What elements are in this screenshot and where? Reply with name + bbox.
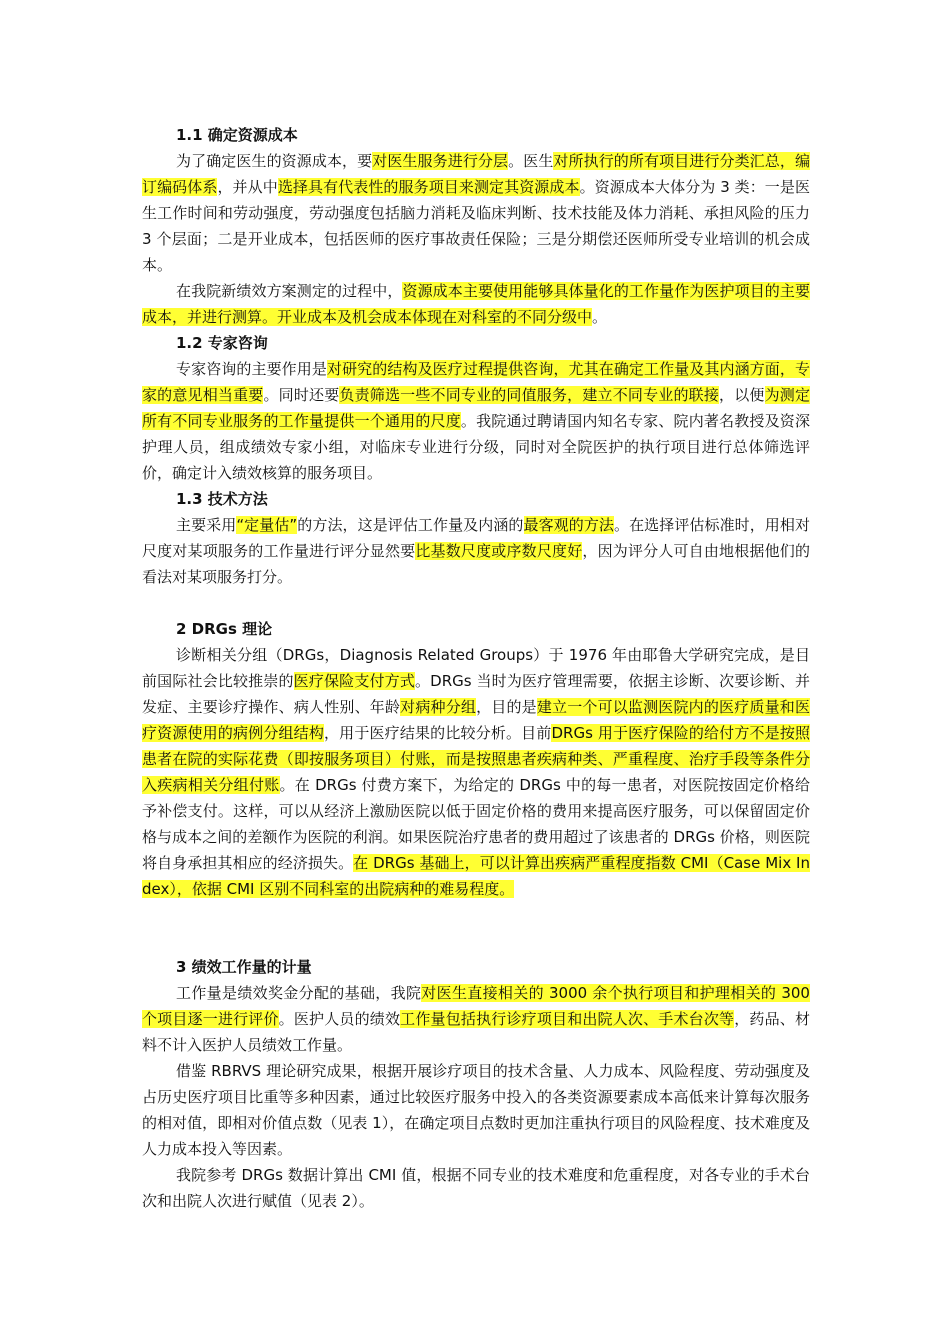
section-heading: 1.3 技术方法 [176, 490, 268, 508]
highlighted-text: 对所执行的所有项目进行分类汇总，编订编码体系 [142, 152, 810, 196]
section-heading: 3 绩效工作量的计量 [176, 958, 312, 976]
text-run: 诊断相关分组（DRGs，Diagnosis Related Groups）于 1976 年由耶鲁大学研究完成，是目前国际社会比较推崇的 [142, 646, 810, 690]
highlighted-text: 对医生直接相关的 3000 余个执行项目和护理相关的 300 个项目逐一进行评价 [142, 984, 810, 1028]
spacer [142, 590, 810, 616]
text-run: 。医护人员的绩效 [278, 1010, 401, 1028]
highlighted-text: 在 DRGs 基础上，可以计算出疾病严重程度指数 CMI（Case Mix Index），依据 CMI 区别不同科室的出院病种的难易程度。 [142, 854, 810, 898]
text-run: 。DRGs 当时为医疗管理需要，依据主诊断、次要诊断、并发症、主要诊疗操作、病人性别、年龄 [142, 672, 810, 716]
section-2 [142, 616, 810, 902]
paragraph [142, 356, 810, 486]
highlighted-text: 负责筛选一些不同专业的同值服务，建立不同专业的联接 [339, 386, 720, 404]
highlighted-text: 工作量包括执行诊疗项目和出院人次、手术台次等 [400, 1010, 735, 1028]
highlighted-text: 对研究的结构及医疗过程提供咨询，尤其在确定工作量及其内涵方面，专家的意见相当重要 [142, 360, 810, 404]
section-heading: 2 DRGs 理论 [176, 620, 273, 638]
paragraph [142, 512, 810, 590]
section-1-3 [142, 486, 810, 590]
text-run: 。我院通过聘请国内知名专家、院内著名教授及资深护理人员，组成绩效专家小组，对临床专业进行分级，同时对全院医护的执行项目进行总体筛选评价，确定计入绩效核算的服务项目。 [142, 412, 810, 482]
paragraph [142, 642, 810, 902]
text-run: ，因为评分人可自由地根据他们的看法对某项服务打分。 [142, 542, 810, 586]
text-run: 。在选择评估标准时，用相对尺度对某项服务的工作量进行评分显然要 [142, 516, 810, 560]
paragraph [142, 148, 810, 278]
text-run: 。在 DRGs 付费方案下，为给定的 DRGs 中的每一患者，对医院按固定价格给予补偿支付。这样，可以从经济上激励医院以低于固定价格的费用来提高医疗服务，可以保留固定价格与成本之间的差额作为医院的利润。如果医院治疗患者的费用超过了该患者的 DRGs 价格，则医院将自身承担其相应的经济损失。 [142, 776, 810, 872]
text-run: 的方法，这是评估工作量及内涵的 [297, 516, 524, 534]
spacer [142, 902, 810, 954]
text-run: ，目的是 [476, 698, 537, 716]
text-run: 借鉴 RBRVS 理论研究成果，根据开展诊疗项目的技术含量、人力成本、风险程度、劳动强度及占历史医疗项目比重等多种因素，通过比较医疗服务中投入的各类资源要素成本高低来计算每次服务的相对值，即相对价值点数（见表 1），在确定项目点数时更加注重执行项目的风险程度、技术难度及人力成本投入等因素。 [142, 1062, 810, 1158]
text-run: 为了确定医生的资源成本，要 [176, 152, 373, 170]
highlighted-text: 比基数尺度或序数尺度好 [415, 542, 583, 560]
section-heading: 1.1 确定资源成本 [176, 126, 298, 144]
highlighted-text: DRGs 用于医疗保险的给付方不是按照患者在院的实际花费（即按服务项目）付账，而是按照患者疾病种类、严重程度、治疗手段等条件分入疾病相关分组付账 [142, 724, 810, 794]
paragraph [142, 980, 810, 1058]
highlighted-text: 对医生服务进行分层 [372, 152, 509, 170]
paragraph [142, 278, 810, 330]
text-run: 。医生 [508, 152, 554, 170]
highlighted-text: “定量估” [236, 516, 298, 534]
text-run: ，并从中 [217, 178, 278, 196]
highlighted-text: 为测定所有不同专业服务的工作量提供一个通用的尺度 [142, 386, 810, 430]
highlighted-text: 资源成本主要使用能够具体量化的工作量作为医护项目的主要成本，并进行测算。开业成本及机会成本体现在对科室的不同分级中 [142, 282, 810, 326]
text-run: 主要采用 [176, 516, 237, 534]
text-run: ，药品、材料不计入医护人员绩效工作量。 [142, 1010, 810, 1054]
section-1-2 [142, 330, 810, 486]
section-heading: 1.2 专家咨询 [176, 334, 268, 352]
text-run: ，以便 [719, 386, 765, 404]
highlighted-text: 医疗保险支付方式 [293, 672, 415, 690]
highlighted-text: 建立一个可以监测医院内的医疗质量和医疗资源使用的病例分组结构 [142, 698, 810, 742]
text-run: 在我院新绩效方案测定的过程中， [176, 282, 403, 300]
text-run: 。同时还要 [263, 386, 340, 404]
text-run: 。 [592, 308, 608, 326]
section-3 [142, 954, 810, 1214]
text-run: ，用于医疗结果的比较分析。目前 [324, 724, 552, 742]
section-1-1 [142, 122, 810, 330]
text-run: 专家咨询的主要作用是 [176, 360, 327, 378]
text-run: 工作量是绩效奖金分配的基础，我院 [176, 984, 422, 1002]
highlighted-text: 选择具有代表性的服务项目来测定其资源成本 [277, 178, 580, 196]
paragraph [142, 1162, 810, 1214]
text-run: 我院参考 DRGs 数据计算出 CMI 值，根据不同专业的技术难度和危重程度，对各专业的手术台次和出院人次进行赋值（见表 2）。 [142, 1166, 810, 1210]
highlighted-text: 对病种分组 [400, 698, 477, 716]
text-run: 。资源成本大体分为 3 类：一是医生工作时间和劳动强度，劳动强度包括脑力消耗及临床判断、技术技能及体力消耗、承担风险的压力 3 个层面；二是开业成本，包括医师的医疗事故责任保险；三是分期偿还医师所受专业培训的机会成本。 [142, 178, 810, 274]
paragraph [142, 1058, 810, 1162]
highlighted-text: 最客观的方法 [523, 516, 614, 534]
